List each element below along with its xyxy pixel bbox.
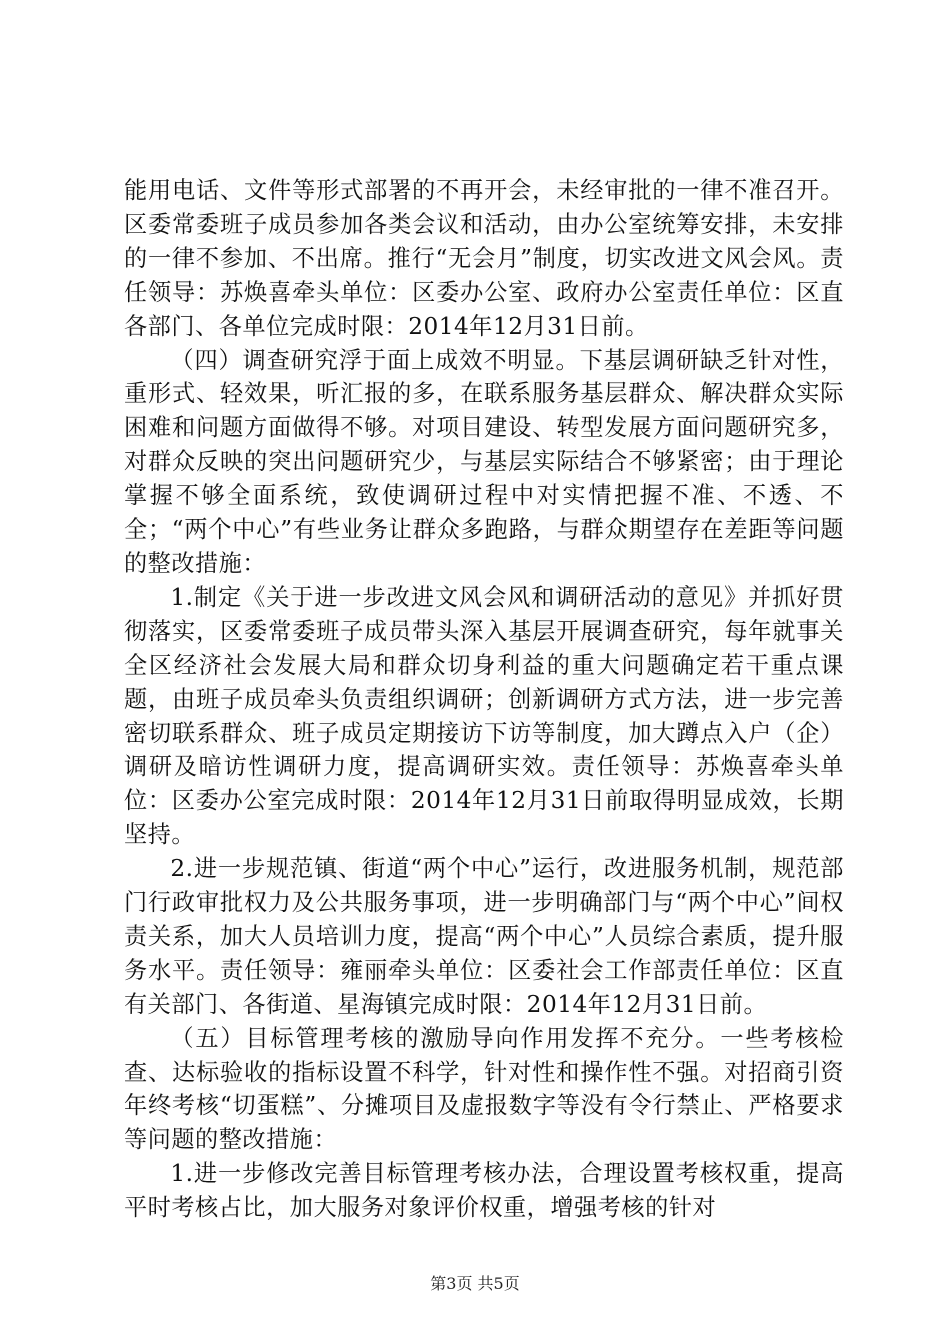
- paragraph-section-five: （五）目标管理考核的激励导向作用发挥不充分。一些考核检查、达标验收的指标设置不科学，针对性和操作性不强。对招商引资年终考核“切蛋糕”、分摊项目及虚报数字等没有令行禁止、严格要求等问题的整改措施：: [124, 1024, 844, 1154]
- paragraph-measure-1: 1.制定《关于进一步改进文风会风和调研活动的意见》并抓好贯彻落实，区委常委班子成员带头深入基层开展调查研究，每年就事关全区经济社会发展大局和群众切身利益的重大问题确定若干重点课题，由班子成员牵头负责组织调研；创新调研方式方法，进一步完善密切联系群众、班子成员定期接访下访等制度，加大蹲点入户（企）调研及暗访性调研力度，提高调研实效。责任领导：苏焕喜牵头单位：区委办公室完成时限：2014年12月31日前取得明显成效，长期坚持。: [124, 583, 844, 849]
- paragraph-measure-2: 2.进一步规范镇、街道“两个中心”运行，改进服务机制，规范部门行政审批权力及公共服务事项，进一步明确部门与“两个中心”间权责关系，加大人员培训力度，提高“两个中心”人员综合素质，提升服务水平。责任领导：雍丽牵头单位：区委社会工作部责任单位：区直有关部门、各街道、星海镇完成时限：2014年12月31日前。: [124, 855, 844, 1018]
- page-number: 第3页 共5页: [430, 1274, 520, 1293]
- page-footer: [0, 1274, 950, 1294]
- paragraph-section-four: （四）调查研究浮于面上成效不明显。下基层调研缺乏针对性，重形式、轻效果，听汇报的多，在联系服务基层群众、解决群众实际困难和问题方面做得不够。对项目建设、转型发展方面问题研究多，对群众反映的突出问题研究少，与基层实际结合不够紧密；由于理论掌握不够全面系统，致使调研过程中对实情把握不准、不透、不全；“两个中心”有些业务让群众多跑路，与群众期望存在差距等问题的整改措施：: [124, 346, 844, 577]
- paragraph-continuation: 能用电话、文件等形式部署的不再开会，未经审批的一律不准召开。区委常委班子成员参加各类会议和活动，由办公室统筹安排，未安排的一律不参加、不出席。推行“无会月”制度，切实改进文风会风。责任领导：苏焕喜牵头单位：区委办公室、政府办公室责任单位：区直各部门、各单位完成时限：2014年12月31日前。: [124, 177, 844, 340]
- paragraph-measure-1-cont: 1.进一步修改完善目标管理考核办法，合理设置考核权重，提高平时考核占比，加大服务对象评价权重，增强考核的针对: [124, 1160, 844, 1222]
- document-body: [124, 174, 844, 1225]
